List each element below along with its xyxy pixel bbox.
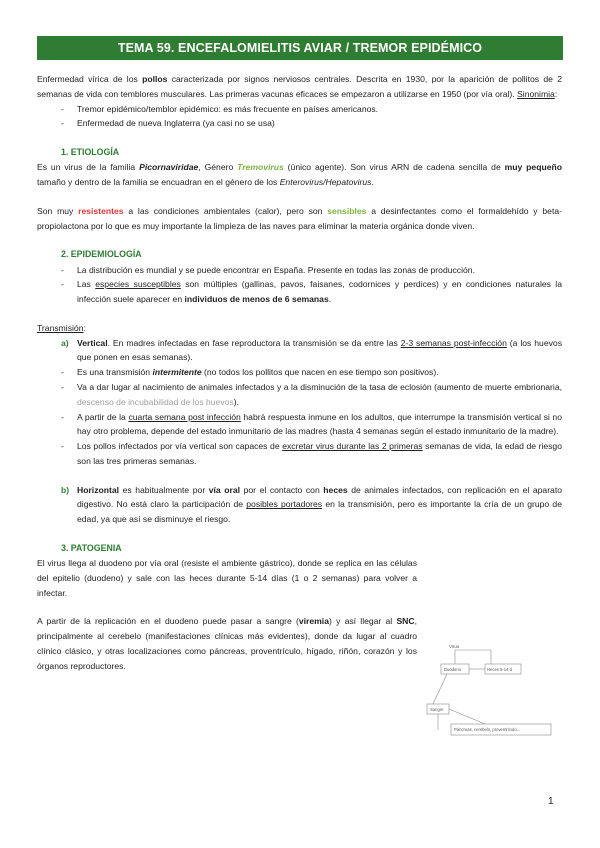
text: Es una transmisión (77, 367, 153, 378)
document-body (37, 72, 562, 674)
intro-text: caracterizada por signos nerviosos centrales. Descrita en 1930, por la aparición de pollitos de 2 semanas de vida con temblores musculares. Las primeras vacunas eficaces se empezaron a utilizarse en 1950 (por vía oral). (37, 74, 562, 99)
bold-italic-text: intermitente (152, 367, 202, 378)
text: (único agente). Son virus ARN de cadena sencilla de (283, 162, 505, 173)
transmission-vertical (37, 336, 562, 469)
text: , principalmente al cerebelo (manifestaciones clínicas más evidentes), donde da lugar al cuadro clínico clásico, y otras localizaciones como páncreas, proventrículo, hígado, riñón, corazón y los órganos reproductores. (37, 616, 417, 671)
transmission-horizontal (37, 483, 562, 527)
bold-text: muy pequeño (504, 162, 562, 173)
patogenia-paragraph-1: El virus llega al duodeno por vía oral (resiste el ambiente gástrico), donde se replica en las células del epitelio (duodeno) y sale con las heces durante 5-14 días (1 o 2 semanas) para volver a infectar. (37, 558, 417, 598)
text: semanas de vida, la edad de riesgo son las tres primeras semanas. (77, 441, 562, 466)
list-item: - Enfermedad de nueva Inglaterra (ya casi no se usa) (37, 116, 562, 131)
text: a desinfectantes como el formaldehído y beta-propiolactona por lo que es muy importante la limpieza de las naves para eliminar la materia orgánica donde viven. (37, 205, 562, 231)
text: ) y así llegar al (328, 616, 397, 627)
diagram-arrow (449, 709, 485, 724)
list-marker: b) (61, 484, 70, 495)
text: A partir de la (77, 411, 129, 422)
bold-text: viremia (298, 616, 329, 627)
text: . En madres infectadas en fase reproductora la transmisión se da entre las (107, 337, 401, 348)
list-item: - La distribución es mundial y se puede encontrar en España. Presente en todas las zonas de producción. (37, 263, 562, 278)
list-item (37, 380, 562, 410)
text: a las condiciones ambientales (calor), pero son (123, 205, 328, 216)
section-heading-epidemiologia: 2. EPIDEMIOLOGÍA (61, 249, 142, 260)
list-item (37, 410, 562, 440)
intro-text: : (554, 88, 558, 99)
list-marker: a) (61, 337, 69, 348)
synonym-list (37, 102, 562, 132)
bold-text: SNC (396, 616, 415, 627)
underlined-text: cuarta semana post infección (128, 411, 241, 422)
highlight-resistentes: resistentes (78, 205, 124, 216)
gray-text: descenso de incubabilidad de los huevos (77, 396, 234, 407)
text: Son muy (37, 205, 79, 216)
highlight-sensibles: sensibles (327, 205, 367, 216)
intro-bold-pollos: pollos (142, 74, 168, 84)
underlined-text: Transmisión (37, 322, 84, 333)
text: de animales infectados, con replicación en el aparato digestivo. No está claro la participación de (77, 484, 562, 510)
text: por el contacto con (240, 484, 324, 495)
list-item: - Tremor epidémico/temblor epidémico: es más frecuente en países americanos. (37, 102, 562, 117)
bold-text: Vertical (77, 337, 108, 348)
epidemiologia-list (37, 263, 562, 307)
text: (no todos los pollitos que nacen en ese tiempo son positivos). (201, 367, 439, 378)
intro-text: Enfermedad vírica de los (37, 74, 143, 84)
underlined-text: excretar virus durante las 2 primeras (282, 441, 423, 452)
patogenia-diagram (425, 638, 555, 748)
text: son múltiples (gallinas, pavos, faisanes, codornices y perdices) y en condiciones naturales la infección suele aparecer en (77, 279, 562, 305)
text: en la transmisión, pero es importante la cría de un grupo de edad, ya que así se disminuye el riesgo. (77, 499, 562, 525)
italic-text: Enterovirus/Hepatovirus (279, 177, 372, 188)
text: ). (233, 396, 239, 407)
text: A partir de la replicación en el duodeno puede pasar a sangre ( (37, 616, 299, 627)
text: , Género (198, 162, 238, 173)
text: : (83, 322, 86, 333)
text: Va a dar lugar al nacimiento de animales infectados y a la disminución de la tasa de eclosión (aumento de muerte embrionaria, (77, 381, 562, 392)
list-item (37, 365, 562, 380)
text: es habitualmente por (119, 484, 209, 495)
bold-text: Horizontal (77, 484, 120, 495)
etiologia-paragraph-1 (37, 160, 562, 190)
underlined-text: posibles portadores (246, 499, 323, 510)
intro-paragraph (37, 72, 562, 102)
text: tamaño y dentro de la familia se encuadran en el género de los (37, 177, 280, 188)
text: . (371, 177, 374, 188)
text: (a los huevos que ponen en esas semanas). (77, 337, 562, 363)
bold-text: heces (323, 484, 348, 495)
etiologia-paragraph-2 (37, 204, 562, 234)
underlined-text: 2-3 semanas post-infección (400, 337, 507, 348)
diagram-arrow (433, 674, 447, 704)
diagram-node-duodeno: Duodeno (444, 667, 461, 672)
transmission-label (37, 321, 562, 336)
diagram-node-heces: Heces 5-14 d (487, 667, 512, 672)
text: . (328, 294, 332, 305)
text: Los pollos infectados por vía vertical son capaces de (77, 441, 283, 452)
transmission-list (37, 336, 562, 527)
family-name: Picornaviridae (139, 162, 199, 173)
genus-name: Tremovirus (237, 162, 284, 173)
vertical-sublist (37, 365, 562, 468)
page-number: 1 (548, 796, 554, 807)
text: habrá respuesta inmune en los adultos, que interrumpe la transmisión vertical si no hay otro problema, depende del estado inmunitario de las madres (hasta 4 semanas según el estado inmunitario de la madre). (77, 411, 562, 437)
section-heading-patogenia: 3. PATOGENIA (61, 543, 122, 553)
text: Las (77, 279, 96, 290)
list-item (37, 439, 562, 469)
section-heading-etiologia: 1. ETIOLOGÍA (61, 147, 120, 158)
diagram-node-organos: Páncreas, cerebelo, proventrículo... (454, 727, 521, 732)
text: Es un virus de la familia (37, 162, 140, 173)
diagram-node-sangre: Sangre (430, 707, 444, 712)
underlined-text: especies susceptibles (95, 279, 181, 290)
bold-text: individuos de menos de 6 semanas (184, 294, 329, 305)
diagram-node-virus: Virus (449, 644, 460, 649)
bold-text: vía oral (208, 484, 241, 495)
synonym-label: Sinonimia (517, 88, 555, 99)
list-item (37, 277, 562, 307)
page-title: TEMA 59. ENCEFALOMIELITIS AVIAR / TREMOR EPIDÉMICO (37, 36, 563, 60)
patogenia-paragraph-2 (37, 614, 417, 673)
